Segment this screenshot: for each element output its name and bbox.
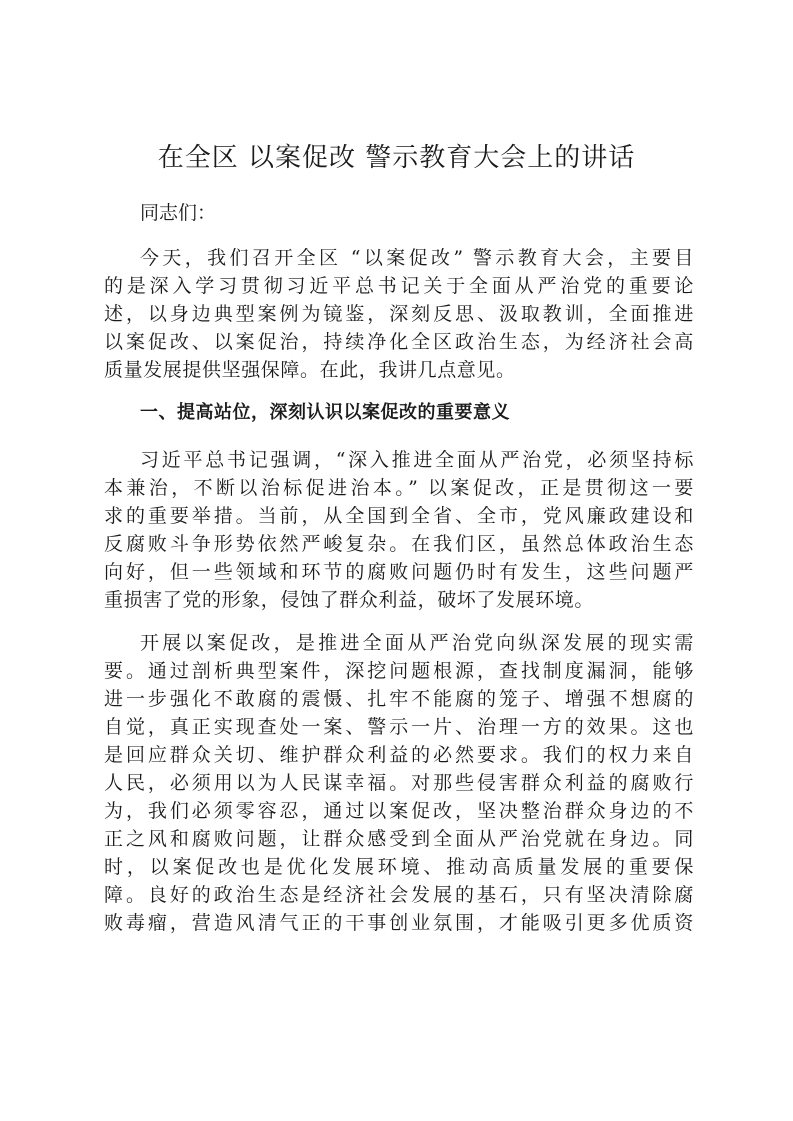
salutation: 同志们：: [140, 202, 217, 224]
paragraph-line: 本兼治，不断以治标促进治本。” 以案促改，正是贯彻这一要: [104, 477, 694, 499]
paragraph-line: 重损害了党的形象，侵蚀了群众利益，破坏了发展环境。: [104, 589, 595, 611]
paragraph-line: 为，我们必须零容忍，通过以案促改，坚决整治群众身边的不: [104, 800, 694, 822]
paragraph-line: 人民，必须用以为人民谋幸福。对那些侵害群众利益的腐败行: [104, 772, 694, 794]
paragraph-line: 习近平总书记强调，“深入推进全面从严治党，必须坚持标: [140, 449, 694, 471]
paragraph-line: 今天，我们召开全区 “以案促改” 警示教育大会，主要目: [140, 247, 694, 269]
paragraph-line: 开展以案促改，是推进全面从严治党向纵深发展的现实需: [140, 632, 694, 654]
document-title: 在全区 以案促改 警示教育大会上的讲话: [157, 143, 636, 173]
paragraph-line: 正之风和腐败问题，让群众感受到全面从严治党就在身边。同: [104, 828, 694, 850]
paragraph-line: 求的重要举措。当前，从全国到全省、全市，党风廉政建设和: [104, 505, 694, 527]
section-heading: 一、提高站位，深刻认识以案促改的重要意义: [140, 402, 510, 423]
paragraph-line: 自觉，真正实现查处一案、警示一片、治理一方的效果。这也: [104, 716, 694, 738]
paragraph-line: 的是深入学习贯彻习近平总书记关于全面从严治党的重要论: [104, 275, 694, 297]
paragraph-line: 要。通过剖析典型案件，深挖问题根源，查找制度漏洞，能够: [104, 660, 694, 682]
paragraph-line: 时，以案促改也是优化发展环境、推动高质量发展的重要保: [104, 856, 694, 878]
paragraph-line: 是回应群众关切、维护群众利益的必然要求。我们的权力来自: [104, 744, 694, 766]
paragraph-line: 障。良好的政治生态是经济社会发展的基石，只有坚决清除腐: [104, 884, 694, 906]
paragraph-line: 反腐败斗争形势依然严峻复杂。在我们区，虽然总体政治生态: [104, 533, 694, 555]
paragraph-line: 质量发展提供坚强保障。在此，我讲几点意见。: [104, 359, 516, 381]
paragraph-line: 述，以身边典型案例为镜鉴，深刻反思、汲取教训，全面推进: [104, 303, 694, 325]
paragraph-line: 进一步强化不敢腐的震慑、扎牢不能腐的笼子、增强不想腐的: [104, 688, 694, 710]
paragraph-line: 向好，但一些领域和环节的腐败问题仍时有发生，这些问题严: [104, 561, 694, 583]
paragraph-line: 以案促改、以案促治，持续净化全区政治生态，为经济社会高: [104, 331, 694, 353]
paragraph-line: 败毒瘤，营造风清气正的干事创业氛围，才能吸引更多优质资: [104, 912, 694, 934]
